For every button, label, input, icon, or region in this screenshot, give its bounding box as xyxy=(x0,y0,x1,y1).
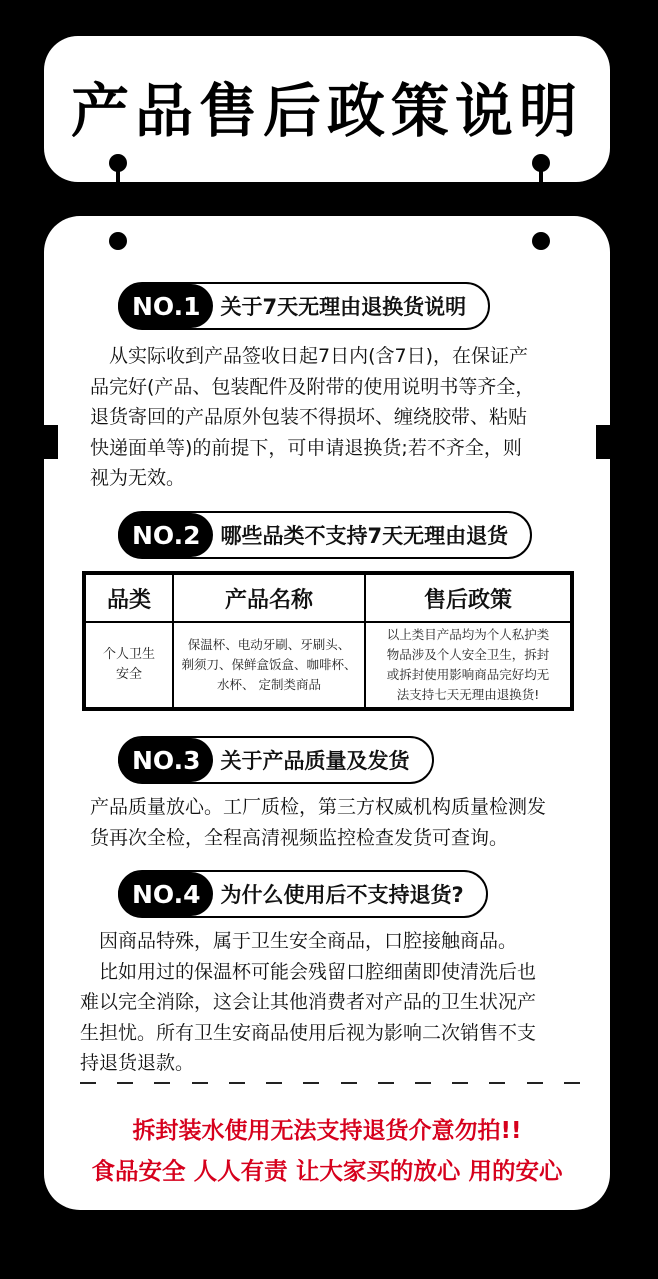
section-3-header xyxy=(118,736,434,784)
table-cell-products: 保温杯、电动牙刷、牙刷头、 剃须刀、保鲜盒饭盒、咖啡杯、 水杯、 定制类商品 xyxy=(173,622,365,709)
text-line: 从实际收到产品签收日起7日内(含7日)，在保证产 xyxy=(90,345,529,367)
table-header: 品类 xyxy=(84,573,173,622)
text-line: 持退货退款。 xyxy=(80,1052,195,1074)
hanger-dot-left-bottom xyxy=(109,232,127,250)
section-badge xyxy=(118,736,434,784)
section-4-text xyxy=(80,926,536,1079)
table-row xyxy=(84,622,572,709)
section-3-text xyxy=(90,792,546,853)
section-4-header xyxy=(118,870,488,918)
text-line: 快递面单等)的前提下，可申请退换货;若不齐全，则 xyxy=(90,436,522,459)
text-line: 货再次全检，全程高清视频监控检查发货可查询。 xyxy=(90,826,509,849)
section-badge xyxy=(118,282,490,330)
table-cell-policy: 以上类目产品均为个人私护类 物品涉及个人安全卫生，拆封 或拆封使用影响商品完好均无 法支持七天无理由退换货! xyxy=(365,622,572,709)
section-heading: 为什么使用后不支持退货? xyxy=(220,883,464,907)
text-line: 产品质量放心。工厂质检，第三方权威机构质量检测发 xyxy=(90,796,547,818)
section-number: NO.2 xyxy=(118,513,213,557)
section-1-text xyxy=(90,341,534,494)
section-heading: 关于产品质量及发货 xyxy=(220,749,410,773)
policy-table xyxy=(82,571,574,711)
section-2-header xyxy=(118,511,532,559)
hanger-dot-right-bottom xyxy=(532,232,550,250)
table-header: 售后政策 xyxy=(365,573,572,622)
side-tab-left xyxy=(44,425,58,459)
table-header-row xyxy=(84,573,572,622)
section-number: NO.4 xyxy=(118,872,213,916)
section-heading: 关于7天无理由退换货说明 xyxy=(220,295,467,319)
table-header: 产品名称 xyxy=(173,573,365,622)
page-title: 产品售后政策说明 xyxy=(70,77,583,145)
text-line: 生担忧。所有卫生安商品使用后视为影响二次销售不支 xyxy=(80,1021,537,1044)
dashed-divider xyxy=(80,1082,580,1084)
text-line: 品完好(产品、包装配件及附带的使用说明书等齐全， xyxy=(90,375,535,398)
side-tab-right xyxy=(596,425,610,459)
section-heading: 哪些品类不支持7天无理由退货 xyxy=(220,524,509,548)
title-card xyxy=(44,36,610,182)
text-line: 难以完全消除，这会让其他消费者对产品的卫生状况产 xyxy=(80,991,537,1013)
section-badge xyxy=(118,870,488,918)
section-badge xyxy=(118,511,532,559)
warning-text: 拆封装水使用无法支持退货介意勿拍!! xyxy=(132,1118,522,1144)
text-line: 退货寄回的产品原外包装不得损坏、缠绕胶带、粘贴 xyxy=(90,406,528,428)
table-cell-category: 个人卫生 安全 xyxy=(84,622,173,709)
text-line: 视为无效。 xyxy=(90,467,186,489)
section-number: NO.3 xyxy=(118,738,213,782)
text-line: 因商品特殊，属于卫生安全商品，口腔接触商品。 xyxy=(80,930,518,952)
section-1-header xyxy=(118,282,490,330)
slogan-text: 食品安全 人人有责 让大家买的放心 用的安心 xyxy=(91,1157,563,1185)
section-number: NO.1 xyxy=(118,284,213,328)
text-line: 比如用过的保温杯可能会残留口腔细菌即使清洗后也 xyxy=(80,960,537,983)
